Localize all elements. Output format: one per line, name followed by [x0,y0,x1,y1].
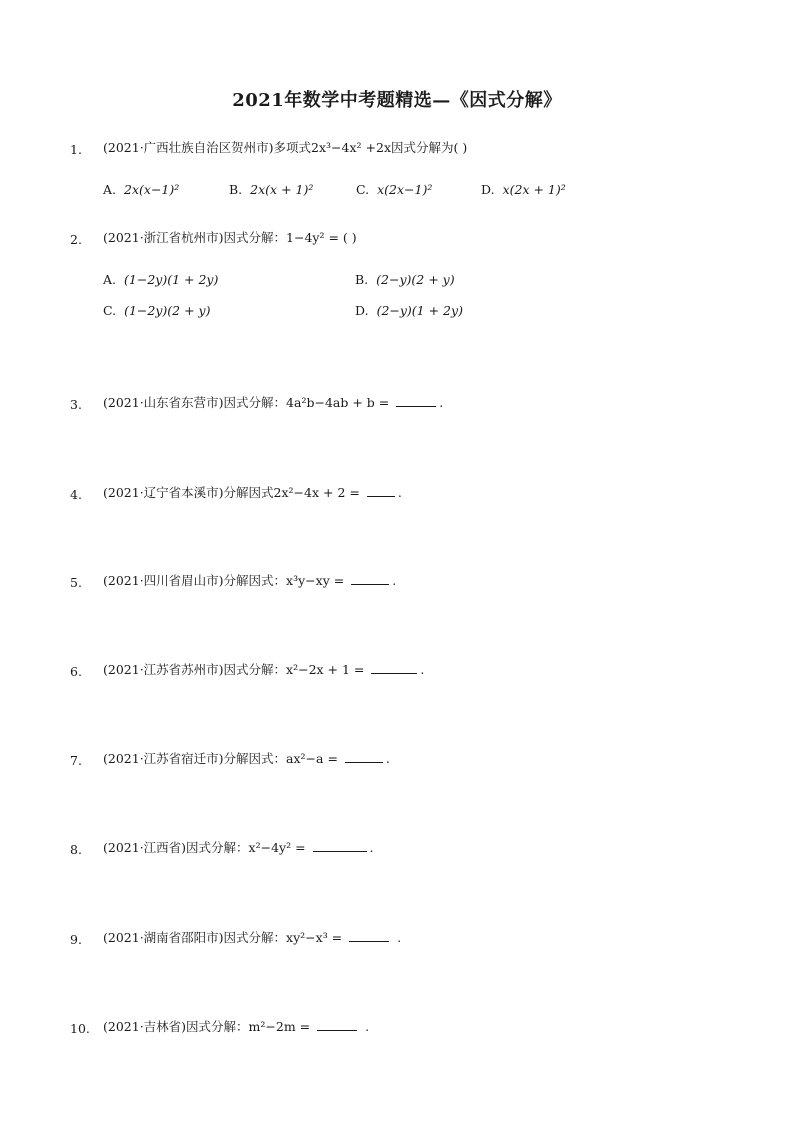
question-stem [103,393,443,411]
question-source: (2021·江苏省苏州市) [103,662,224,677]
question-stem [103,749,390,767]
answer-blank[interactable] [396,394,436,407]
question-number: 4. [70,487,82,502]
question-end: . [392,573,397,588]
option-text: (2−y)(2 + y) [376,272,455,287]
question-stem [103,571,396,589]
option-c [356,182,432,197]
question-text: 因式分解：1−4y² = ( ) [223,230,357,245]
question-stem [103,138,467,156]
question-stem [103,483,402,501]
question-end: . [397,930,402,945]
question-source: (2021·浙江省杭州市) [103,230,224,245]
option-a [103,182,179,197]
question-end: . [365,1019,370,1034]
question-text: 分解因式2x²−4x + 2 = [223,485,364,500]
option-c [103,303,210,318]
question-number: 5. [70,575,82,590]
question-source: (2021·江西省) [103,840,187,855]
option-letter: D. [481,182,495,197]
question-text: 因式分解：x²−4y² = [186,840,310,855]
question-stem [103,1017,369,1035]
answer-blank[interactable] [371,661,417,674]
option-text: x(2x−1)² [377,182,433,197]
question-text: 分解因式：ax²−a = [223,751,342,766]
option-d [355,303,463,318]
option-text: (2−y)(1 + 2y) [376,303,463,318]
answer-blank[interactable] [367,484,395,497]
question-number: 9. [70,932,82,947]
answer-blank[interactable] [313,839,367,852]
option-letter: B. [229,182,243,197]
question-source: (2021·湖南省邵阳市) [103,930,224,945]
question-text: 分解因式：x³y−xy = [223,573,349,588]
option-letter: C. [356,182,370,197]
question-source: (2021·江苏省宿迁市) [103,751,224,766]
option-text: 2x(x−1)² [124,182,180,197]
option-letter: A. [103,182,117,197]
question-stem [103,228,357,246]
answer-blank[interactable] [345,750,383,763]
question-text: 因式分解：x²−2x + 1 = [223,662,369,677]
question-source: (2021·广西壮族自治区贺州市) [103,140,274,155]
question-number: 2. [70,232,82,247]
question-text: 因式分解：m²−2m = [186,1019,315,1034]
question-text: 因式分解：4a²b−4ab + b = [223,395,394,410]
question-source: (2021·辽宁省本溪市) [103,485,224,500]
question-end: . [397,485,402,500]
question-source: (2021·四川省眉山市) [103,573,224,588]
question-source: (2021·吉林省) [103,1019,187,1034]
option-letter: D. [355,303,369,318]
question-stem [103,838,374,856]
question-text: 因式分解：xy²−x³ = [223,930,347,945]
question-number: 8. [70,842,82,857]
option-text: (1−2y)(2 + y) [124,303,211,318]
question-end: . [369,840,374,855]
question-stem [103,660,424,678]
question-stem [103,928,401,946]
question-end: . [385,751,390,766]
question-number: 1. [70,142,82,157]
option-a [103,272,218,287]
option-letter: B. [355,272,369,287]
question-end: . [439,395,444,410]
question-number: 7. [70,753,82,768]
question-source: (2021·山东省东营市) [103,395,224,410]
question-text: 多项式2x³−4x² +2x因式分解为( ) [273,140,468,155]
page-title: 2021年数学中考题精选—《因式分解》 [232,90,562,111]
answer-blank[interactable] [317,1018,357,1031]
question-number: 3. [70,397,82,412]
question-number: 10. [70,1021,90,1036]
option-text: 2x(x + 1)² [250,182,314,197]
answer-blank[interactable] [349,929,389,942]
question-number: 6. [70,664,82,679]
option-letter: C. [103,303,117,318]
option-b [355,272,455,287]
option-text: x(2x + 1)² [502,182,566,197]
option-text: (1−2y)(1 + 2y) [124,272,219,287]
question-end: . [420,662,425,677]
option-d [481,182,566,197]
option-b [229,182,313,197]
option-letter: A. [103,272,117,287]
answer-blank[interactable] [351,572,389,585]
